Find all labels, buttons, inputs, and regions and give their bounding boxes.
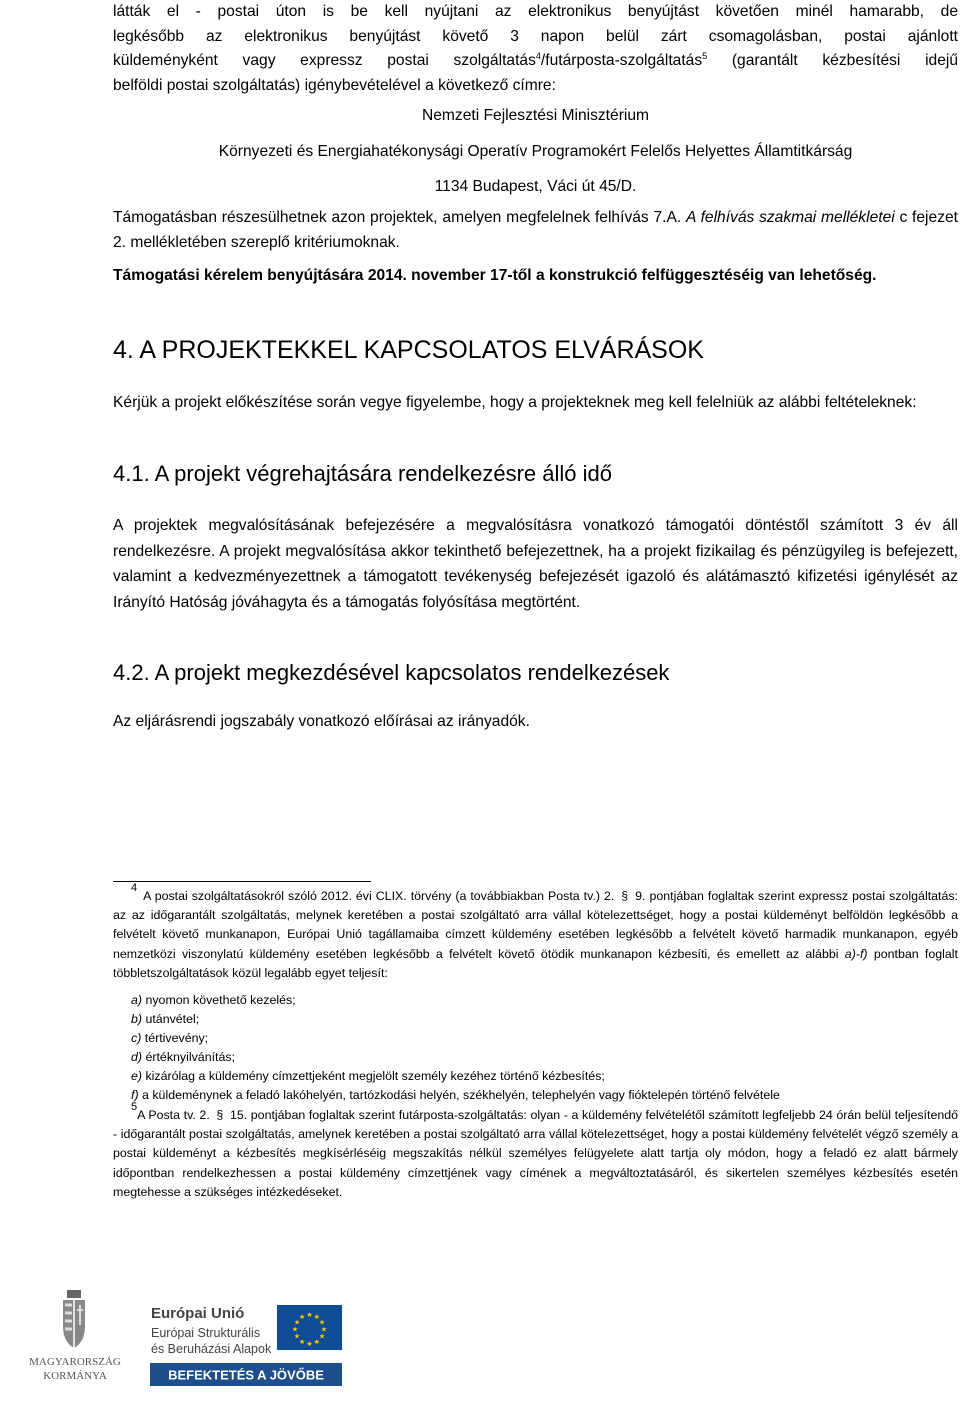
svg-text:★: ★ xyxy=(318,1318,326,1327)
top-paragraph-line-4: belföldi postai szolgáltatás) igénybevételével a következő címre: xyxy=(113,76,556,94)
footnote-4-item-c: c) tértivevény; xyxy=(131,1031,209,1045)
deadline-paragraph: Támogatási kérelem benyújtására 2014. november 17-től a konstrukció felfüggesztéséig van lehetőség. xyxy=(113,267,877,284)
footnote-5: $^5$A Posta tv. 2. § 15. pontjában foglaltak szerint futárposta-szolgáltatás: olyan - a küldemény felvételétől számított legfeljebb 24 órán belül teljesítendő - időgarantált postai szolgáltatás, amelynek keretében a postai szolgáltató arra vállal kötelezettséget, hogy a postai küldemény felvételét végző személy a postai küldeményt a kézbesítés megkísérléséig megszakítás nélkül személyes felügyelete alatt tartja oly módon, hogy a feladó ez alatt bármely időpontban rendelkezhessen a postai küldemény címzettjének vagy címének a megváltoztatásáról, és sikertelen személyes kézbesítés esetén megtehesse a szükséges intézkedéseket. xyxy=(113,1100,959,1199)
svg-text:★: ★ xyxy=(299,1338,306,1346)
footer-logos xyxy=(0,1255,960,1412)
gov-line-2: KORMÁNYA xyxy=(43,1370,107,1382)
svg-text:★: ★ xyxy=(313,1338,320,1346)
top-paragraph-line-3: küldeményként vagy expressz postai szolgáltatás$^4$/futárposta-szolgáltatás$^5$ (garantált kézbesítési idejű xyxy=(113,50,959,69)
address-secretariat: Környezeti és Energiahatékonysági Operatív Programokért Felelős Helyettes Államtitkárság xyxy=(218,143,853,160)
footer-logos-graphic xyxy=(0,1255,960,1412)
footnote-4-item-d: d) értéknyilvánítás; xyxy=(131,1050,236,1064)
support-paragraph: Támogatásban részesülhetnek azon projektek, amelyen megfelelnek felhívás 7.A. A felhívás szakmai mellékletei c fejezet 2. mellékletében szereplő kritériumoknak. xyxy=(113,209,958,251)
footnote-4-item-e: e) kizárólag a küldemény címzettjeként megjelölt személy kezéhez történő kézbesítés; xyxy=(131,1069,605,1083)
footnote-4-item-a: a) nyomon követhető kezelés; xyxy=(131,993,296,1007)
address-ministry: Nemzeti Fejlesztési Minisztérium xyxy=(421,107,650,124)
svg-text:★: ★ xyxy=(293,1318,301,1327)
coat-of-arms-icon xyxy=(63,1290,85,1348)
eu-sub-1: Európai Strukturális xyxy=(151,1326,261,1340)
banner-text: BEFEKTETÉS A JÖVŐBE xyxy=(168,1367,324,1383)
eu-sub-2: és Beruházási Alapok xyxy=(151,1342,272,1356)
footnote-4-item-b: b) utánvétel; xyxy=(131,1012,200,1026)
eu-flag-icon xyxy=(277,1305,342,1350)
section-4-2-text: Az eljárásrendi jogszabály vonatkozó előírásai az irányadók. xyxy=(113,713,530,730)
footnote-separator xyxy=(113,881,371,882)
svg-text:★: ★ xyxy=(306,1311,313,1319)
section-4-heading: 4. A PROJEKTEKKEL KAPCSOLATOS ELVÁRÁSOK xyxy=(113,336,704,364)
top-paragraph-line-1: látták el - postai úton is be kell nyújtani az elektronikus benyújtást követően minél hamarabb, de xyxy=(113,3,958,20)
gov-line-1: MAGYARORSZÁG xyxy=(29,1356,121,1368)
section-4-2-heading: 4.2. A projekt megkezdésével kapcsolatos rendelkezések xyxy=(113,660,670,685)
address-street: 1134 Budapest, Váci út 45/D. xyxy=(434,178,637,195)
footnote-ref-4[interactable]: 4 xyxy=(535,50,541,61)
top-paragraph-line-2: legkésőbb az elektronikus benyújtást követő 3 napon belül zárt csomagolásban, postai ajánlott xyxy=(113,27,958,45)
eu-title: Európai Unió xyxy=(151,1305,245,1322)
section-4-1-heading: 4.1. A projekt végrehajtására rendelkezésre álló idő xyxy=(113,461,612,486)
svg-text:★: ★ xyxy=(318,1332,326,1341)
footnote-ref-5[interactable]: 5 xyxy=(702,50,708,61)
section-4-1-text: A projektek megvalósításának befejezésére a megvalósításra vonatkozó támogatói döntéstől számított 3 év áll rendelkezésre. A projekt megvalósítása akkor tekinthető befejezettnek, ha a projekt fizikailag és pénzügyileg is befejezett, valamint a kedvezményezettnek a támogatott tevékenység befejezését igazoló és alátámasztó kifizetési igénylését az Irányító Hatóság jóváhagyta és a támogatás folyósítása megtörtént. xyxy=(113,517,958,611)
svg-text:★: ★ xyxy=(291,1325,299,1334)
footnote-4-item-f: f) a küldeménynek a feladó lakóhelyén, tartózkodási helyén, székhelyén, telephelyén vagy fióktelepén történő felvétele xyxy=(131,1088,780,1102)
svg-text:★: ★ xyxy=(320,1325,328,1334)
svg-text:★: ★ xyxy=(313,1313,320,1321)
section-4-intro: Kérjük a projekt előkészítése során vegye figyelembe, hogy a projekteknek meg kell felelniük az alábbi feltételeknek: xyxy=(113,394,917,411)
svg-text:★: ★ xyxy=(293,1332,301,1341)
svg-text:★: ★ xyxy=(299,1313,306,1321)
footnote-4: $^4$A postai szolgáltatásokról szóló 2012. évi CLIX. törvény (a továbbiakban Posta tv.) 2. § 9. pontjában foglaltak szerint expressz postai szolgáltatás: az az időgarantált szolgáltatás, melynek keretében a postai szolgáltató arra vállal kötelezettséget, hogy a postai küldeményt belföldön legkésőbb a felvételt követő munkanapon, Európai Unió tagállamaiba címzett küldemény esetében legkésőbb a felvételt követő harmadik munkanapon, egyéb nemzetközi viszonylatú küldemény esetében legkésőbb a felvételt követő ötödik munkanapon kézbesíti, és emellett az alábbi a)-f) pontban foglalt többletszolgáltatások közül legalább egyet teljesít: xyxy=(113,881,958,980)
svg-text:★: ★ xyxy=(306,1340,313,1348)
